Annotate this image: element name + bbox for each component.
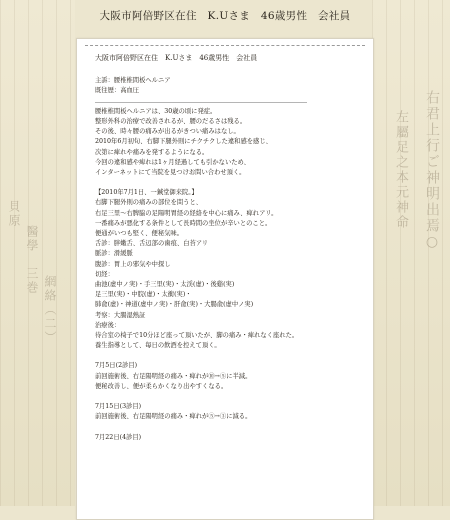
body-line: 養生指導として、毎日の飲酒を控えて頂く。	[95, 342, 221, 350]
body-line: 待合室の椅子で10分ほど座って頂いたが、脚の痛み・痺れなく座れた。	[95, 331, 299, 339]
body-line: 脈診：滑緩脈	[95, 250, 133, 258]
body-line: 便通がいつも堅く、便秘気味。	[95, 230, 184, 237]
ghost-text-column: 貝原	[7, 200, 21, 228]
ghost-text-column: 右君上行ご神明出焉○	[424, 90, 440, 252]
card-body	[95, 66, 357, 443]
card-title: 大阪市阿倍野区在住 K.Uさま 46歳男性 会社員	[95, 54, 258, 62]
spacer	[95, 178, 357, 188]
spacer	[95, 392, 357, 402]
body-line: 考察：大腸湿熱証	[95, 311, 146, 319]
body-line: 次第に痺れや痛みを発するようになる。	[95, 148, 209, 156]
body-line: その後、時々腰の痛みが出るがきつい痛みはなし。	[95, 128, 240, 136]
body-line: 2010年6月初旬、右脚下腿外則にチクチクした違和感を感じ、	[95, 138, 272, 146]
body-line: 足三里(実)・中脘(虚)・太衝(実)・	[95, 291, 192, 299]
body-line: 7月5日(2診目)	[95, 362, 138, 370]
body-line: 右足三里～右脾脇の足陽明胃経の経絡を中心に痛み、痺れアリ。	[95, 209, 278, 217]
page-header: 大阪市阿倍野区在住 K.Uさま 46歳男性 会社員	[99, 10, 351, 22]
body-line: 【2010年7月1日、一鍼堂御来院。】	[95, 189, 198, 197]
body-line: 整形外科の治療で改善されるが、腰のだるさは残る。	[95, 117, 247, 125]
spacer	[95, 351, 357, 361]
body-line: 前回施術後、右足陽明経の痛み・痺れが⑩→⑤に半減。	[95, 372, 252, 380]
spacer	[95, 423, 357, 433]
body-line: インターネットにて当院を見つけお問い合わせ頂く。	[95, 168, 246, 176]
body-line: 右脚下腿外則の痛みの部位を問うと、	[95, 199, 203, 207]
body-line: 前回施術後、右足陽明経の痛み・痺れが⑤→③に減る。	[95, 413, 252, 421]
card-top-border	[85, 45, 365, 46]
body-line: 一番痛みが悪化する条件として長時間の坐位が辛いとのこと。	[95, 219, 272, 227]
body-line: 曲池(虚中ノ実)・手三里(実)・太渓(虚)・後谿(実)	[95, 280, 235, 288]
right-background-texture	[372, 0, 450, 506]
body-line: 主訴：腰椎椎間板ヘルニア	[95, 77, 171, 85]
body-line: 治療後：	[95, 321, 121, 329]
ghost-text-column: 醫學 三巻	[25, 225, 39, 295]
ghost-text-column: 網絡（二）	[43, 275, 57, 345]
body-line: 腰椎椎間板ヘルニアは、30歳の頃に発症。	[95, 107, 217, 115]
body-line: 切経：	[95, 270, 114, 278]
ghost-text-column: 左屬足之本元神命	[393, 110, 408, 230]
body-line: 7月15日(3診目)	[95, 403, 142, 411]
content-card	[76, 38, 374, 520]
body-line: 舌診：胖嫩舌、舌辺部の歯痕、白苔アリ	[95, 240, 209, 248]
body-line: 今回の違和感や痺れは1ヶ月経過しても引かないため、	[95, 158, 250, 166]
left-background-texture	[0, 0, 75, 506]
spacer	[95, 66, 357, 76]
body-line: 肺兪(虚)・神道(虚中ノ実)・肝兪(実)・大腸兪(虚中ノ実)	[95, 301, 254, 309]
body-line: 腹診：胃上の邪気や中探し	[95, 260, 171, 268]
body-line: 便秘改善し、便が柔らかくなり出やすくなる。	[95, 382, 228, 390]
divider	[95, 97, 357, 107]
body-line: 7月22日(4診目)	[95, 433, 142, 441]
body-line: 既往歴：高血圧	[95, 87, 140, 95]
